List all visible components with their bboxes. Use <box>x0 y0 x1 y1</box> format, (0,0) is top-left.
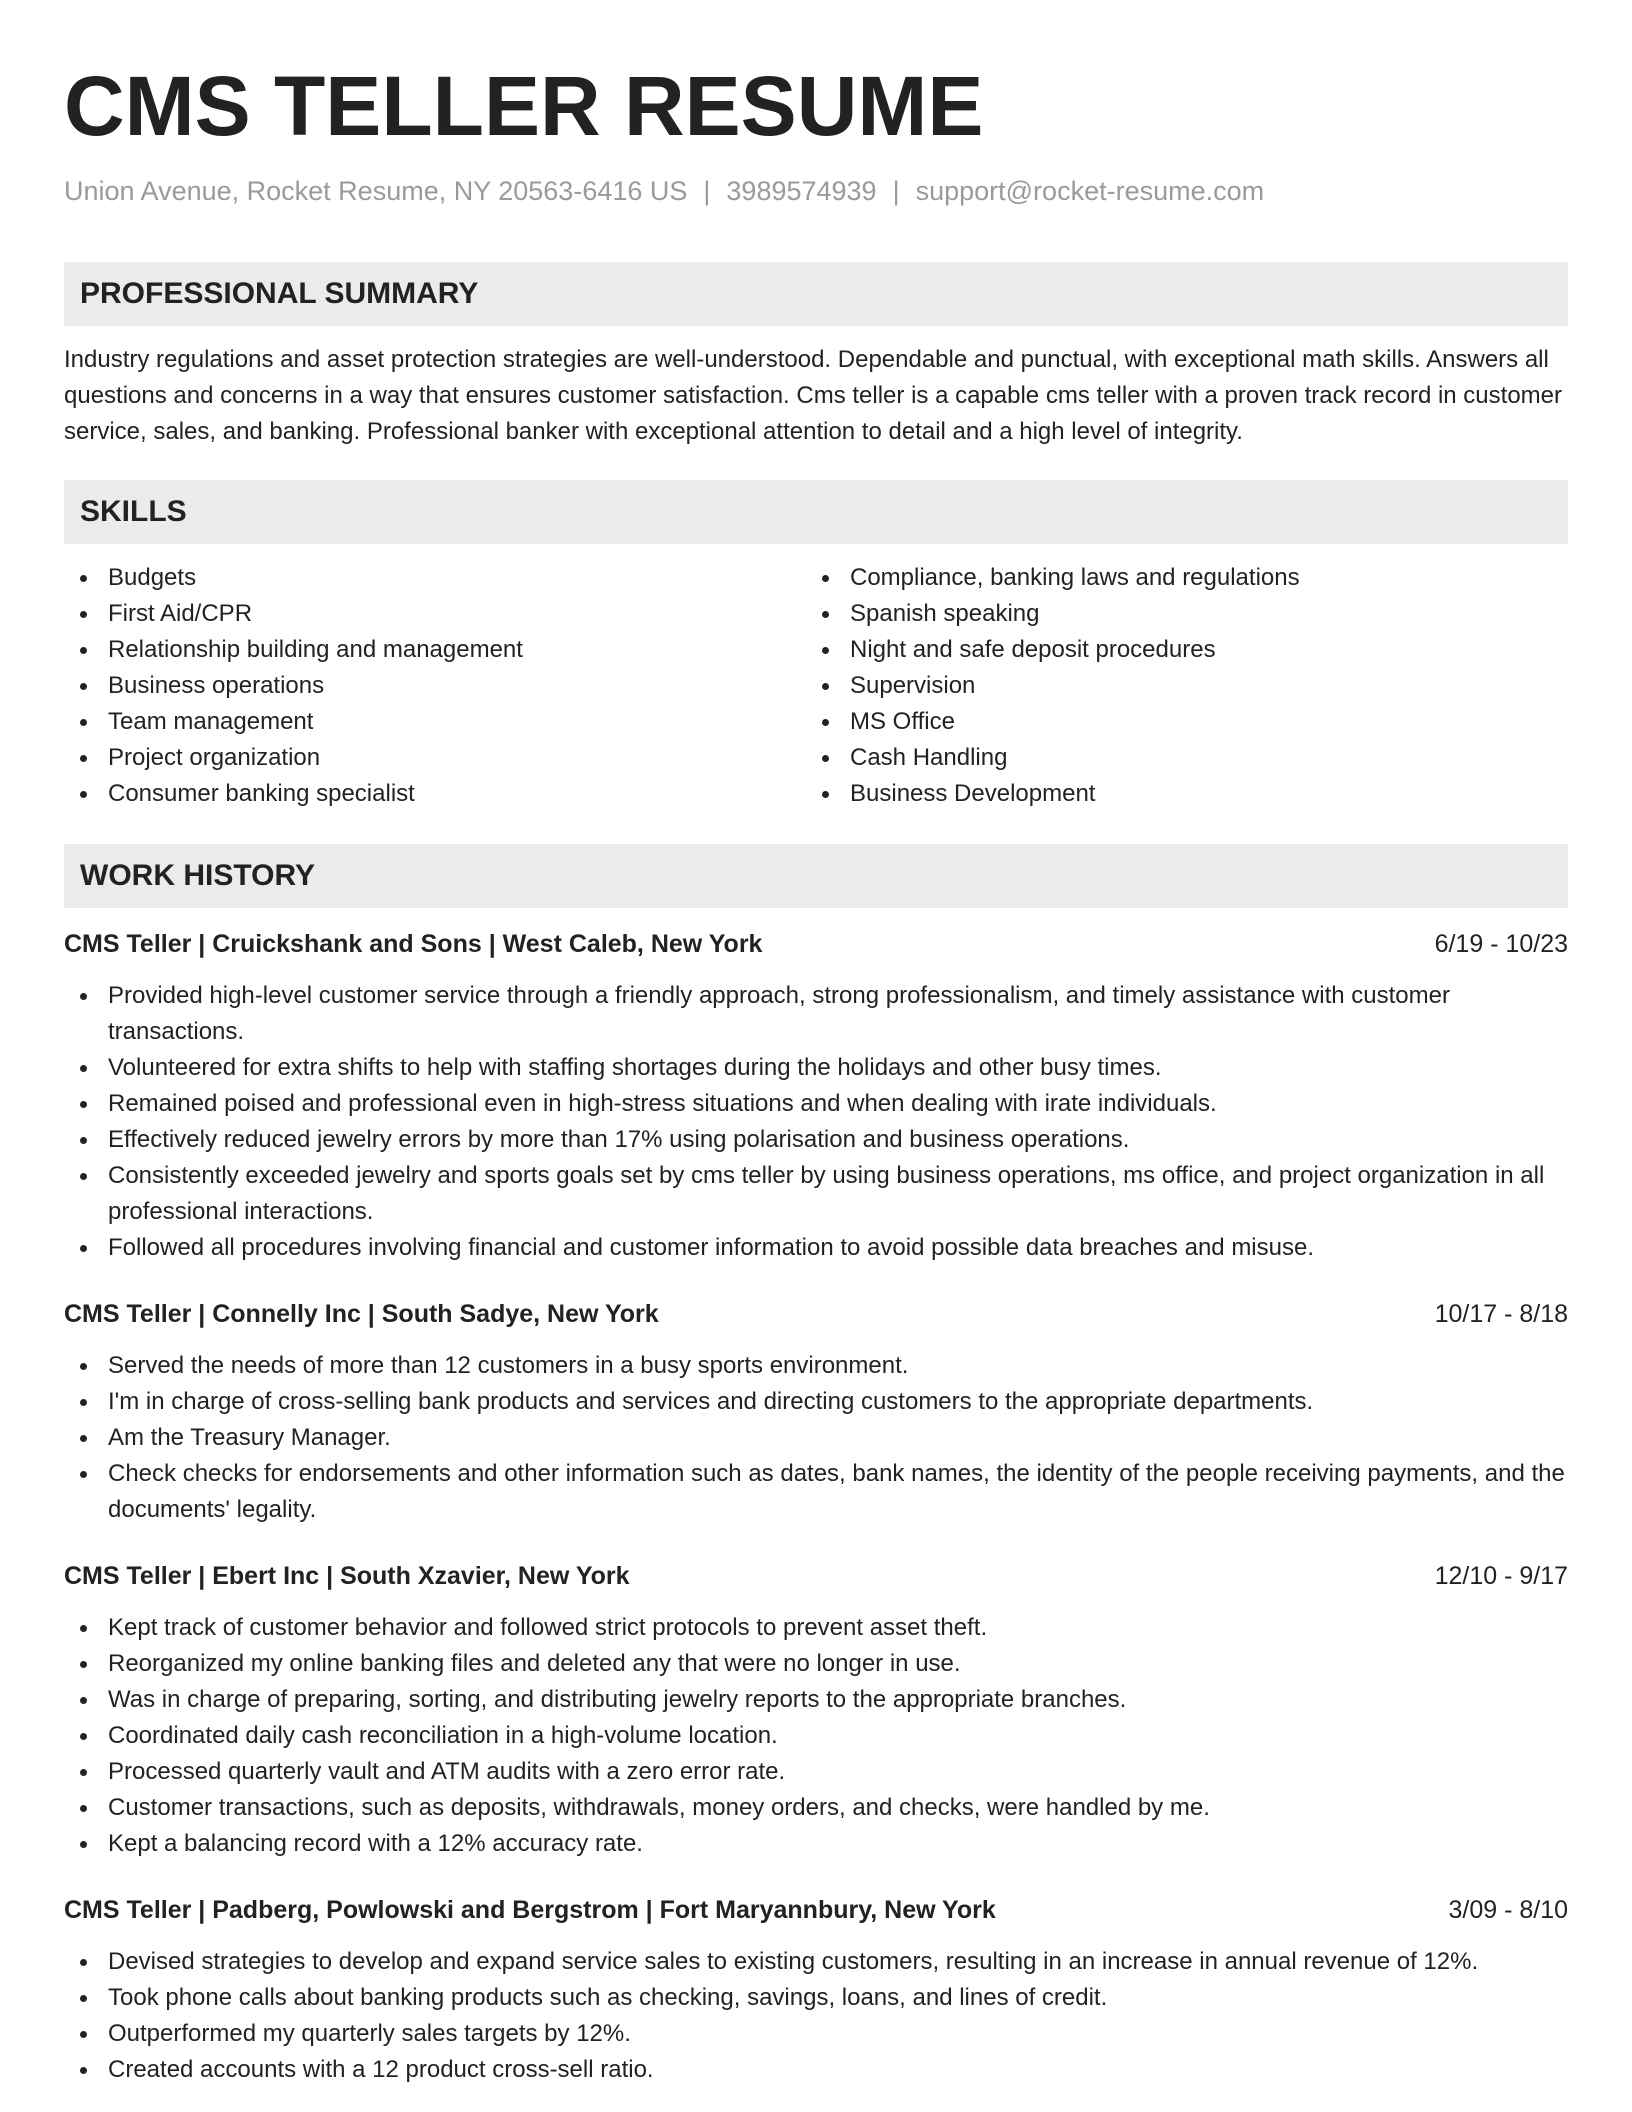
job-entry <box>64 1892 1568 2088</box>
contact-separator: | <box>892 176 900 206</box>
skill-item: Night and safe deposit procedures <box>806 632 1548 668</box>
job-bullet: Took phone calls about banking products such as checking, savings, loans, and lines of credit. <box>64 1980 1568 2016</box>
contact-address: Union Avenue, Rocket Resume, NY 20563-6416 US <box>64 176 688 206</box>
job-bullets <box>64 1610 1568 1862</box>
job-title: CMS Teller | Cruickshank and Sons | West Caleb, New York <box>64 930 763 958</box>
skills-list <box>64 560 1568 812</box>
job-bullet: Check checks for endorsements and other information such as dates, bank names, the identity of the people receiving payments, and the documents' legality. <box>64 1456 1568 1528</box>
job-bullet: I'm in charge of cross-selling bank products and services and directing customers to the appropriate departments. <box>64 1384 1568 1420</box>
job-bullets <box>64 1944 1568 2088</box>
job-entry <box>64 1296 1568 1528</box>
job-bullet: Kept a balancing record with a 12% accuracy rate. <box>64 1826 1568 1862</box>
job-dates: 6/19 - 10/23 <box>1434 930 1568 958</box>
skill-item: Relationship building and management <box>64 632 806 668</box>
job-bullet: Am the Treasury Manager. <box>64 1420 1568 1456</box>
skills-column-right <box>806 560 1548 812</box>
skill-item: Consumer banking specialist <box>64 776 806 812</box>
job-bullet: Outperformed my quarterly sales targets by 12%. <box>64 2016 1568 2052</box>
job-dates: 3/09 - 8/10 <box>1448 1896 1568 1924</box>
job-bullet: Consistently exceeded jewelry and sports goals set by cms teller by using business operations, ms office, and project organization in all professional interactions. <box>64 1158 1568 1230</box>
job-title: CMS Teller | Ebert Inc | South Xzavier, New York <box>64 1562 630 1590</box>
contact-separator: | <box>703 176 711 206</box>
job-title: CMS Teller | Connelly Inc | South Sadye, New York <box>64 1300 659 1328</box>
job-bullet: Followed all procedures involving financial and customer information to avoid possible data breaches and misuse. <box>64 1230 1568 1266</box>
contact-email: support@rocket-resume.com <box>915 176 1265 206</box>
job-dates: 10/17 - 8/18 <box>1434 1300 1568 1328</box>
skills-column-left <box>64 560 806 812</box>
skill-item: Cash Handling <box>806 740 1548 776</box>
work-history-heading: WORK HISTORY <box>64 844 1568 908</box>
skill-item: Budgets <box>64 560 806 596</box>
job-bullet: Served the needs of more than 12 customers in a busy sports environment. <box>64 1348 1568 1384</box>
job-bullet: Kept track of customer behavior and followed strict protocols to prevent asset theft. <box>64 1610 1568 1646</box>
job-entry <box>64 926 1568 1266</box>
summary-text: Industry regulations and asset protection strategies are well-understood. Dependable and punctual, with exceptional math skills. Answers all questions and concerns in a way that ensures customer satisfaction. Cms teller is a capable cms teller with a proven track record in customer service, sales, and banking. Professional banker with exceptional attention to detail and a high level of integrity. <box>64 346 1562 445</box>
job-header <box>64 1892 1568 1928</box>
skills-heading: SKILLS <box>64 480 1568 544</box>
contact-phone: 3989574939 <box>726 176 877 206</box>
job-header <box>64 1296 1568 1332</box>
skill-item: Spanish speaking <box>806 596 1548 632</box>
job-bullet: Volunteered for extra shifts to help with staffing shortages during the holidays and other busy times. <box>64 1050 1568 1086</box>
job-header <box>64 1558 1568 1594</box>
skill-item: Team management <box>64 704 806 740</box>
job-bullet: Customer transactions, such as deposits, withdrawals, money orders, and checks, were handled by me. <box>64 1790 1568 1826</box>
job-bullet: Effectively reduced jewelry errors by more than 17% using polarisation and business operations. <box>64 1122 1568 1158</box>
job-bullet: Processed quarterly vault and ATM audits with a zero error rate. <box>64 1754 1568 1790</box>
job-bullet: Devised strategies to develop and expand service sales to existing customers, resulting in an increase in annual revenue of 12%. <box>64 1944 1568 1980</box>
job-bullets <box>64 1348 1568 1528</box>
job-entry <box>64 1558 1568 1862</box>
job-header <box>64 926 1568 962</box>
resume-title: CMS TELLER RESUME <box>64 59 984 153</box>
skill-item: First Aid/CPR <box>64 596 806 632</box>
job-bullet: Created accounts with a 12 product cross-sell ratio. <box>64 2052 1568 2088</box>
job-bullet: Coordinated daily cash reconciliation in a high-volume location. <box>64 1718 1568 1754</box>
job-bullets <box>64 978 1568 1266</box>
skill-item: Supervision <box>806 668 1548 704</box>
job-bullet: Was in charge of preparing, sorting, and distributing jewelry reports to the appropriate branches. <box>64 1682 1568 1718</box>
contact-line <box>64 174 1568 208</box>
skill-item: Business operations <box>64 668 806 704</box>
skill-item: Project organization <box>64 740 806 776</box>
skill-item: Compliance, banking laws and regulations <box>806 560 1548 596</box>
job-title: CMS Teller | Padberg, Powlowski and Bergstrom | Fort Maryannbury, New York <box>64 1896 996 1924</box>
skill-item: Business Development <box>806 776 1548 812</box>
job-bullet: Provided high-level customer service through a friendly approach, strong professionalism, and timely assistance with customer transactions. <box>64 978 1568 1050</box>
skill-item: MS Office <box>806 704 1548 740</box>
summary-heading: PROFESSIONAL SUMMARY <box>64 262 1568 326</box>
job-bullet: Remained poised and professional even in high-stress situations and when dealing with irate individuals. <box>64 1086 1568 1122</box>
job-dates: 12/10 - 9/17 <box>1434 1562 1568 1590</box>
job-bullet: Reorganized my online banking files and deleted any that were no longer in use. <box>64 1646 1568 1682</box>
